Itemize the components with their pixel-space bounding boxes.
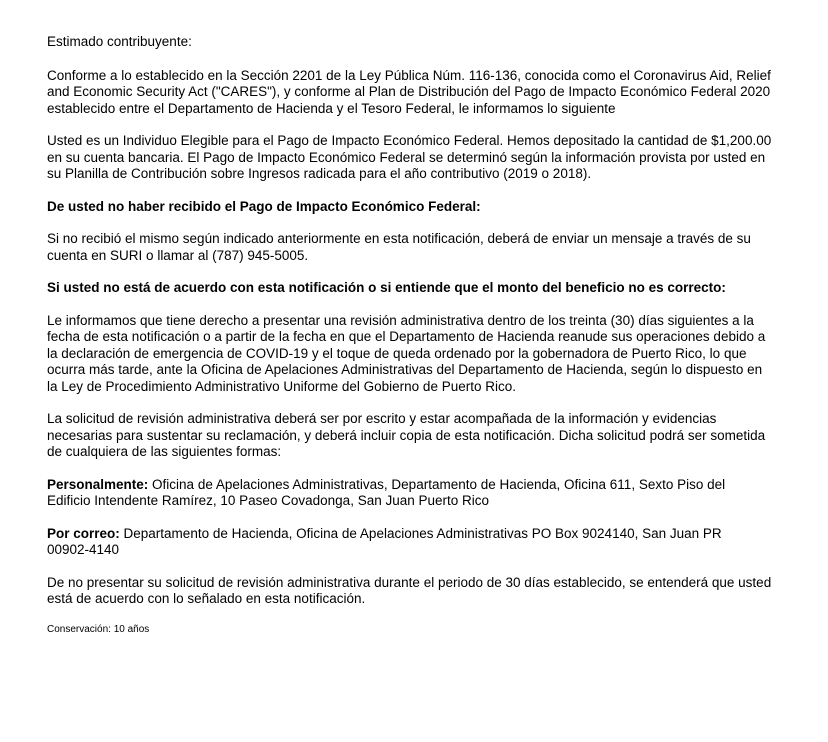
by-mail-option <box>47 526 807 559</box>
by-mail-address: Departamento de Hacienda, Oficina de Apelaciones Administrativas PO Box 9024140, San Juan PR 00902-4140 <box>47 525 722 557</box>
intro-paragraph: Conforme a lo establecido en la Sección 2201 de la Ley Pública Núm. 116-136, conocida como el Coronavirus Aid, Relief and Economic Security Act ("CARES"), y conforme al Plan de Distribución del Pago de Impacto Económico Federal 2020 establecido entre el Departamento de Hacienda y el Tesoro Federal, le informamos lo siguiente <box>47 67 771 116</box>
eligibility-paragraph: Usted es un Individuo Elegible para el Pago de Impacto Económico Federal. Hemos depositado la cantidad de $1,200.00 en su cuenta bancaria. El Pago de Impacto Económico Federal se determinó según la información provista por usted en su Planilla de Contribución sobre Ingresos radicada para el año contributivo (2019 o 2018). <box>47 133 772 181</box>
salutation: Estimado contribuyente: <box>47 34 192 49</box>
disagreement-heading: Si usted no está de acuerdo con esta notificación o si entiende que el monto del beneficio no es correcto: <box>47 280 726 295</box>
in-person-address: Oficina de Apelaciones Administrativas, Departamento de Hacienda, Oficina 611, Sexto Piso del Edificio Intendente Ramírez, 10 Paseo Covadonga, San Juan Puerto Rico <box>47 476 726 508</box>
in-person-label: Personalmente: <box>47 476 149 492</box>
in-person-option <box>47 477 807 510</box>
letter-body <box>47 34 807 636</box>
retention-note: Conservación: 10 años <box>47 623 150 635</box>
rights-paragraph: Le informamos que tiene derecho a presentar una revisión administrativa dentro de los treinta (30) días siguientes a la fecha de esta notificación o a partir de la fecha en que el Departamento de Hacienda reanude sus operaciones debido a la declaración de emergencia de COVID-19 y el toque de queda ordenado por la gobernadora de Puerto Rico, lo que ocurra más tarde, ante la Oficina de Apelaciones Administrativas del Departamento de Hacienda, según lo dispuesto en la Ley de Procedimiento Administrativo Uniforme del Gobierno de Puerto Rico. <box>47 312 766 394</box>
by-mail-label: Por correo: <box>47 525 120 541</box>
not-received-paragraph: Si no recibió el mismo según indicado anteriormente en esta notificación, deberá de enviar un mensaje a través de su cuenta en SURI o llamar al (787) 945-5005. <box>47 231 751 263</box>
not-received-heading: De usted no haber recibido el Pago de Impacto Económico Federal: <box>47 198 481 214</box>
deadline-paragraph: De no presentar su solicitud de revisión administrativa durante el periodo de 30 días establecido, se entenderá que usted está de acuerdo con lo señalado en esta notificación. <box>47 574 772 606</box>
request-paragraph: La solicitud de revisión administrativa deberá ser por escrito y estar acompañada de la información y evidencias necesarias para sustentar su reclamación, y deberá incluir copia de esta notificación. Dicha solicitud podrá ser sometida de cualquiera de las siguientes formas: <box>47 411 766 459</box>
